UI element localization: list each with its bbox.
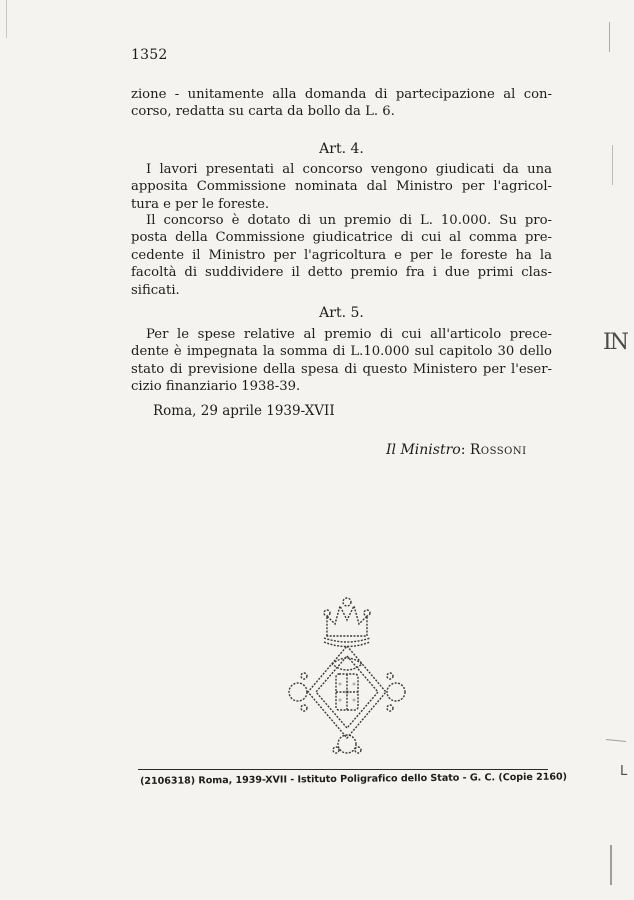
- margin-edge-line: [612, 145, 613, 185]
- article-4-heading: Art. 4.: [319, 141, 364, 157]
- article-5-line: dente è impegnata la somma di L.10.000 sul capitolo 30 dello: [131, 344, 552, 360]
- printer-imprint: (2106318) Roma, 1939-XVII - Istituto Poligrafico dello Stato - G. C. (Copie 2160): [140, 771, 567, 787]
- margin-mark-in: IN: [603, 330, 627, 355]
- intro-line: zione - unitamente alla domanda di partecipazione al con-: [131, 87, 552, 102]
- article-5-line: stato di previsione della spesa di questo Ministero per l'eser-: [131, 361, 552, 377]
- signature-title: Il Ministro: [386, 442, 461, 458]
- signature-colon: :: [460, 442, 470, 458]
- article-4-line: tura e per le foreste.: [131, 196, 270, 212]
- margin-edge-line: [6, 0, 7, 38]
- article-4-paragraph-1: [131, 161, 552, 213]
- article-5-heading: Art. 5.: [319, 305, 364, 321]
- signature: [386, 442, 527, 458]
- savoy-crown-emblem-icon: [282, 594, 412, 764]
- margin-edge-line: [609, 22, 610, 52]
- page-number: 1352: [131, 47, 168, 63]
- article-4-line: cedente il Ministro per l'agricoltura e per le foreste ha la: [131, 247, 552, 263]
- margin-edge-line: [606, 739, 626, 742]
- article-5-line: Per le spese relative al premio di cui all'articolo prece-: [146, 327, 552, 342]
- intro-line: corso, redatta su carta da bollo da L. 6.: [131, 104, 395, 120]
- document-date: Roma, 29 aprile 1939-XVII: [153, 403, 335, 419]
- article-4-line: sificati.: [131, 282, 180, 298]
- intro-paragraph: [131, 86, 552, 121]
- signature-name: Rossoni: [469, 442, 527, 458]
- article-4-line: facoltà di suddividere il detto premio fra i due primi clas-: [131, 265, 552, 281]
- article-5-line: cizio finanziario 1938-39.: [131, 379, 301, 395]
- article-4-line: I lavori presentati al concorso vengono giudicati da una: [146, 162, 552, 177]
- article-4-line: apposita Commissione nominata dal Ministro per l'agricol-: [131, 179, 552, 195]
- article-4-line: posta della Commissione giudicatrice di cui al comma pre-: [131, 230, 552, 246]
- margin-mark-l: L: [620, 764, 628, 779]
- article-4-paragraph-2: [131, 212, 552, 299]
- margin-edge-line: [610, 845, 612, 885]
- article-4-line: Il concorso è dotato di un premio di L. 10.000. Su pro-: [146, 213, 552, 228]
- article-5-paragraph: [131, 326, 552, 396]
- footer-rule: [138, 769, 548, 770]
